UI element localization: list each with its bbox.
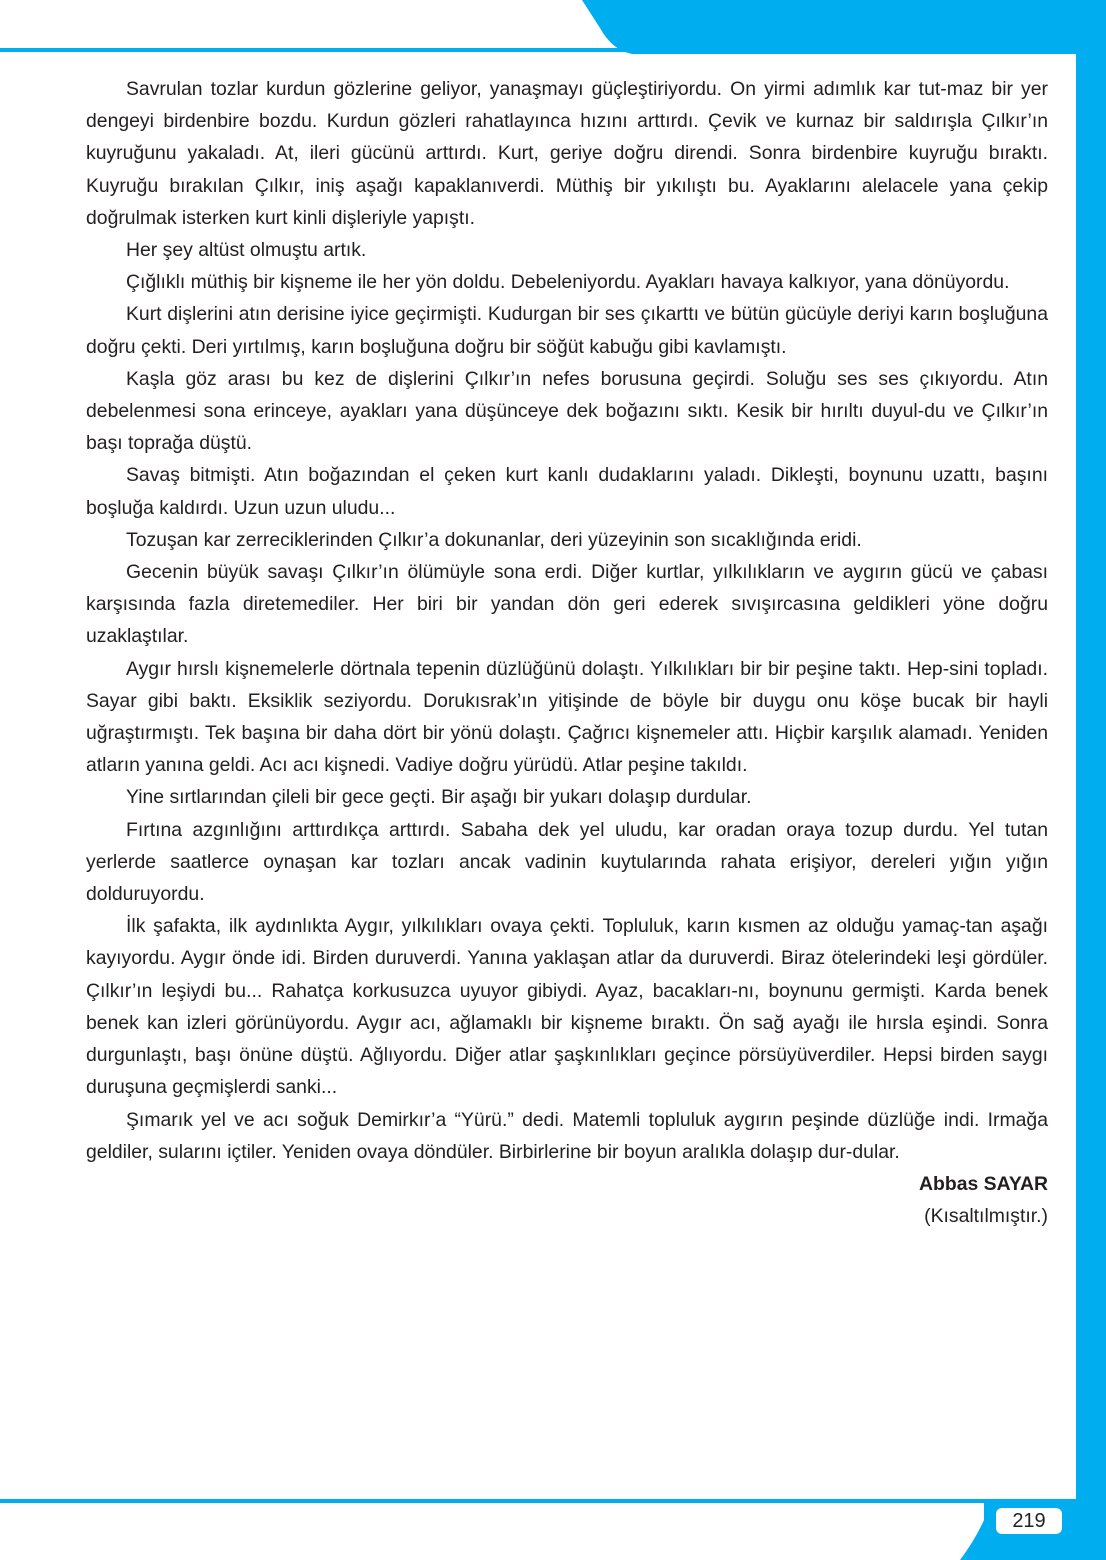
paragraph-1: Savrulan tozlar kurdun gözlerine geliyor, yanaşmayı güçleştiriyordu. On yirmi adımlık kar tut-maz bir yer dengeyi birdenbire bozdu. Kurdun gözleri rahatlayınca hızını arttırdı. Çevik ve kurnaz bir saldırışla Çılkır’ın kuyruğunu yakaladı. At, ileri gücünü arttırdı. Kurt, geriye doğru direndi. Sonra birdenbire kuyruğu bıraktı. Kuyruğu bırakılan Çılkır, iniş aşağı kapaklanıverdi. Müthiş bir yıkılıştı bu. Ayaklarını alelacele yana çekip doğrulmak isterken kurt kinli dişleriyle yapıştı. — [86, 78, 1048, 229]
author-name: Abbas SAYAR — [919, 1172, 1048, 1195]
paragraph-11: Fırtına azgınlığını arttırdıkça arttırdı. Sabaha dek yel uludu, kar oradan oraya tozup durdu. Yel tutan yerlerde saatlerce oynaşan kar tozları ancak vadinin kuytularında rahata erişiyor, dereleri yığın yığın dolduruyordu. — [86, 818, 1048, 906]
top-right-tab — [582, 0, 1106, 54]
top-rule — [0, 48, 1080, 52]
paragraph-10: Yine sırtlarından çileli bir gece geçti. Bir aşağı bir yukarı dolaşıp durdular. — [126, 786, 752, 809]
paragraph-4: Kurt dişlerini atın derisine iyice geçirmişti. Kudurgan bir ses çıkarttı ve bütün gücüyle deriyi karın boşluğuna doğru çekti. Deri yırtılmış, karın boşluğuna doğru bir söğüt kabuğu gibi kavlamıştı. — [86, 303, 1048, 358]
right-side-bar — [1076, 48, 1106, 1560]
paragraph-8: Gecenin büyük savaşı Çılkır’ın ölümüyle sona erdi. Diğer kurtlar, yılkılıkların ve aygırın gücü ve çabası karşısında fazla diretemediler. Her biri bir yandan dön geri ederek sıvışırcasına geldikleri yöne doğru uzaklaştılar. — [86, 561, 1048, 648]
paragraph-2: Her şey altüst olmuştu artık. — [126, 239, 367, 262]
paragraph-6: Savaş bitmişti. Atın boğazından el çeken kurt kanlı dudaklarını yaladı. Dikleşti, boynunu uzattı, başını boşluğa kaldırdı. Uzun uzun uludu... — [86, 464, 1048, 519]
paragraph-5: Kaşla göz arası bu kez de dişlerini Çılkır’ın nefes borusuna geçirdi. Soluğu ses ses çıkıyordu. Atın debelenmesi sona erinceye, ayakları yana düşünceye dek boğazını sıktı. Kesik bir hırıltı duyul-du ve Çılkır’ın başı toprağa düştü. — [86, 367, 1048, 455]
paragraph-3: Çığlıklı müthiş bir kişneme ile her yön doldu. Debeleniyordu. Ayakları havaya kalkıyor, yana dönüyordu. — [126, 271, 1010, 294]
paragraph-7: Tozuşan kar zerreciklerinden Çılkır’a dokunanlar, deri yüzeyinin son sıcaklığında eridi. — [126, 528, 862, 551]
paragraph-9: Aygır hırslı kişnemelerle dörtnala tepenin düzlüğünü dolaştı. Yılkılıkları bir bir peşine taktı. Hep-sini topladı. Sayar gibi baktı. Eksiklik seziyordu. Dorukısrak’ın yitişinde de böyle bir duygu onu köşe bucak bir hayli uğraştırmıştı. Tek başına bir daha dört bir yönü dolaştı. Çağrıcı kişnemeler attı. Hiçbir karşılık alamadı. Yeniden atların yanına geldi. Acı acı kişnedi. Vadiye doğru yürüdü. Atlar peşine takıldı. — [86, 657, 1048, 777]
page-number: 219 — [1012, 1510, 1046, 1532]
abridged-note: (Kısaltılmıştır.) — [924, 1205, 1048, 1228]
paragraph-13: Şımarık yel ve acı soğuk Demirkır’a “Yürü.” dedi. Matemli topluluk aygırın peşinde düzlüğe indi. Irmağa geldiler, sularını içtiler. Yeniden ovaya döndüler. Birbirlerine bir boyun aralıkla dolaşıp dur-dular. — [86, 1108, 1048, 1163]
paragraph-12: İlk şafakta, ilk aydınlıkta Aygır, yılkılıkları ovaya çekti. Topluluk, karın kısmen az olduğu yamaç-tan aşağı kayıyordu. Aygır önde idi. Birden duruverdi. Yanına yaklaşan atlar da duruverdi. Biraz ötelerindeki leşi gördüler. Çılkır’ın leşiydi bu... Rahatça korkusuzca uyuyor gibiydi. Ayaz, bacakları-nı, boynunu germişti. Karda benek benek kan izleri görünüyordu. Aygır acı, ağlamaklı bir kişneme bıraktı. Ön sağ ayağı ile hırsla eşindi. Sonra durgunlaştı, başı önüne düştü. Ağlıyordu. Diğer atlar şaşkınlıkları geçince pörsüyüverdiler. Hepsi birden saygı duruşuna geçmişlerdi sanki... — [86, 915, 1048, 1099]
story-text — [86, 73, 1048, 1232]
bottom-rule — [0, 1499, 1080, 1503]
